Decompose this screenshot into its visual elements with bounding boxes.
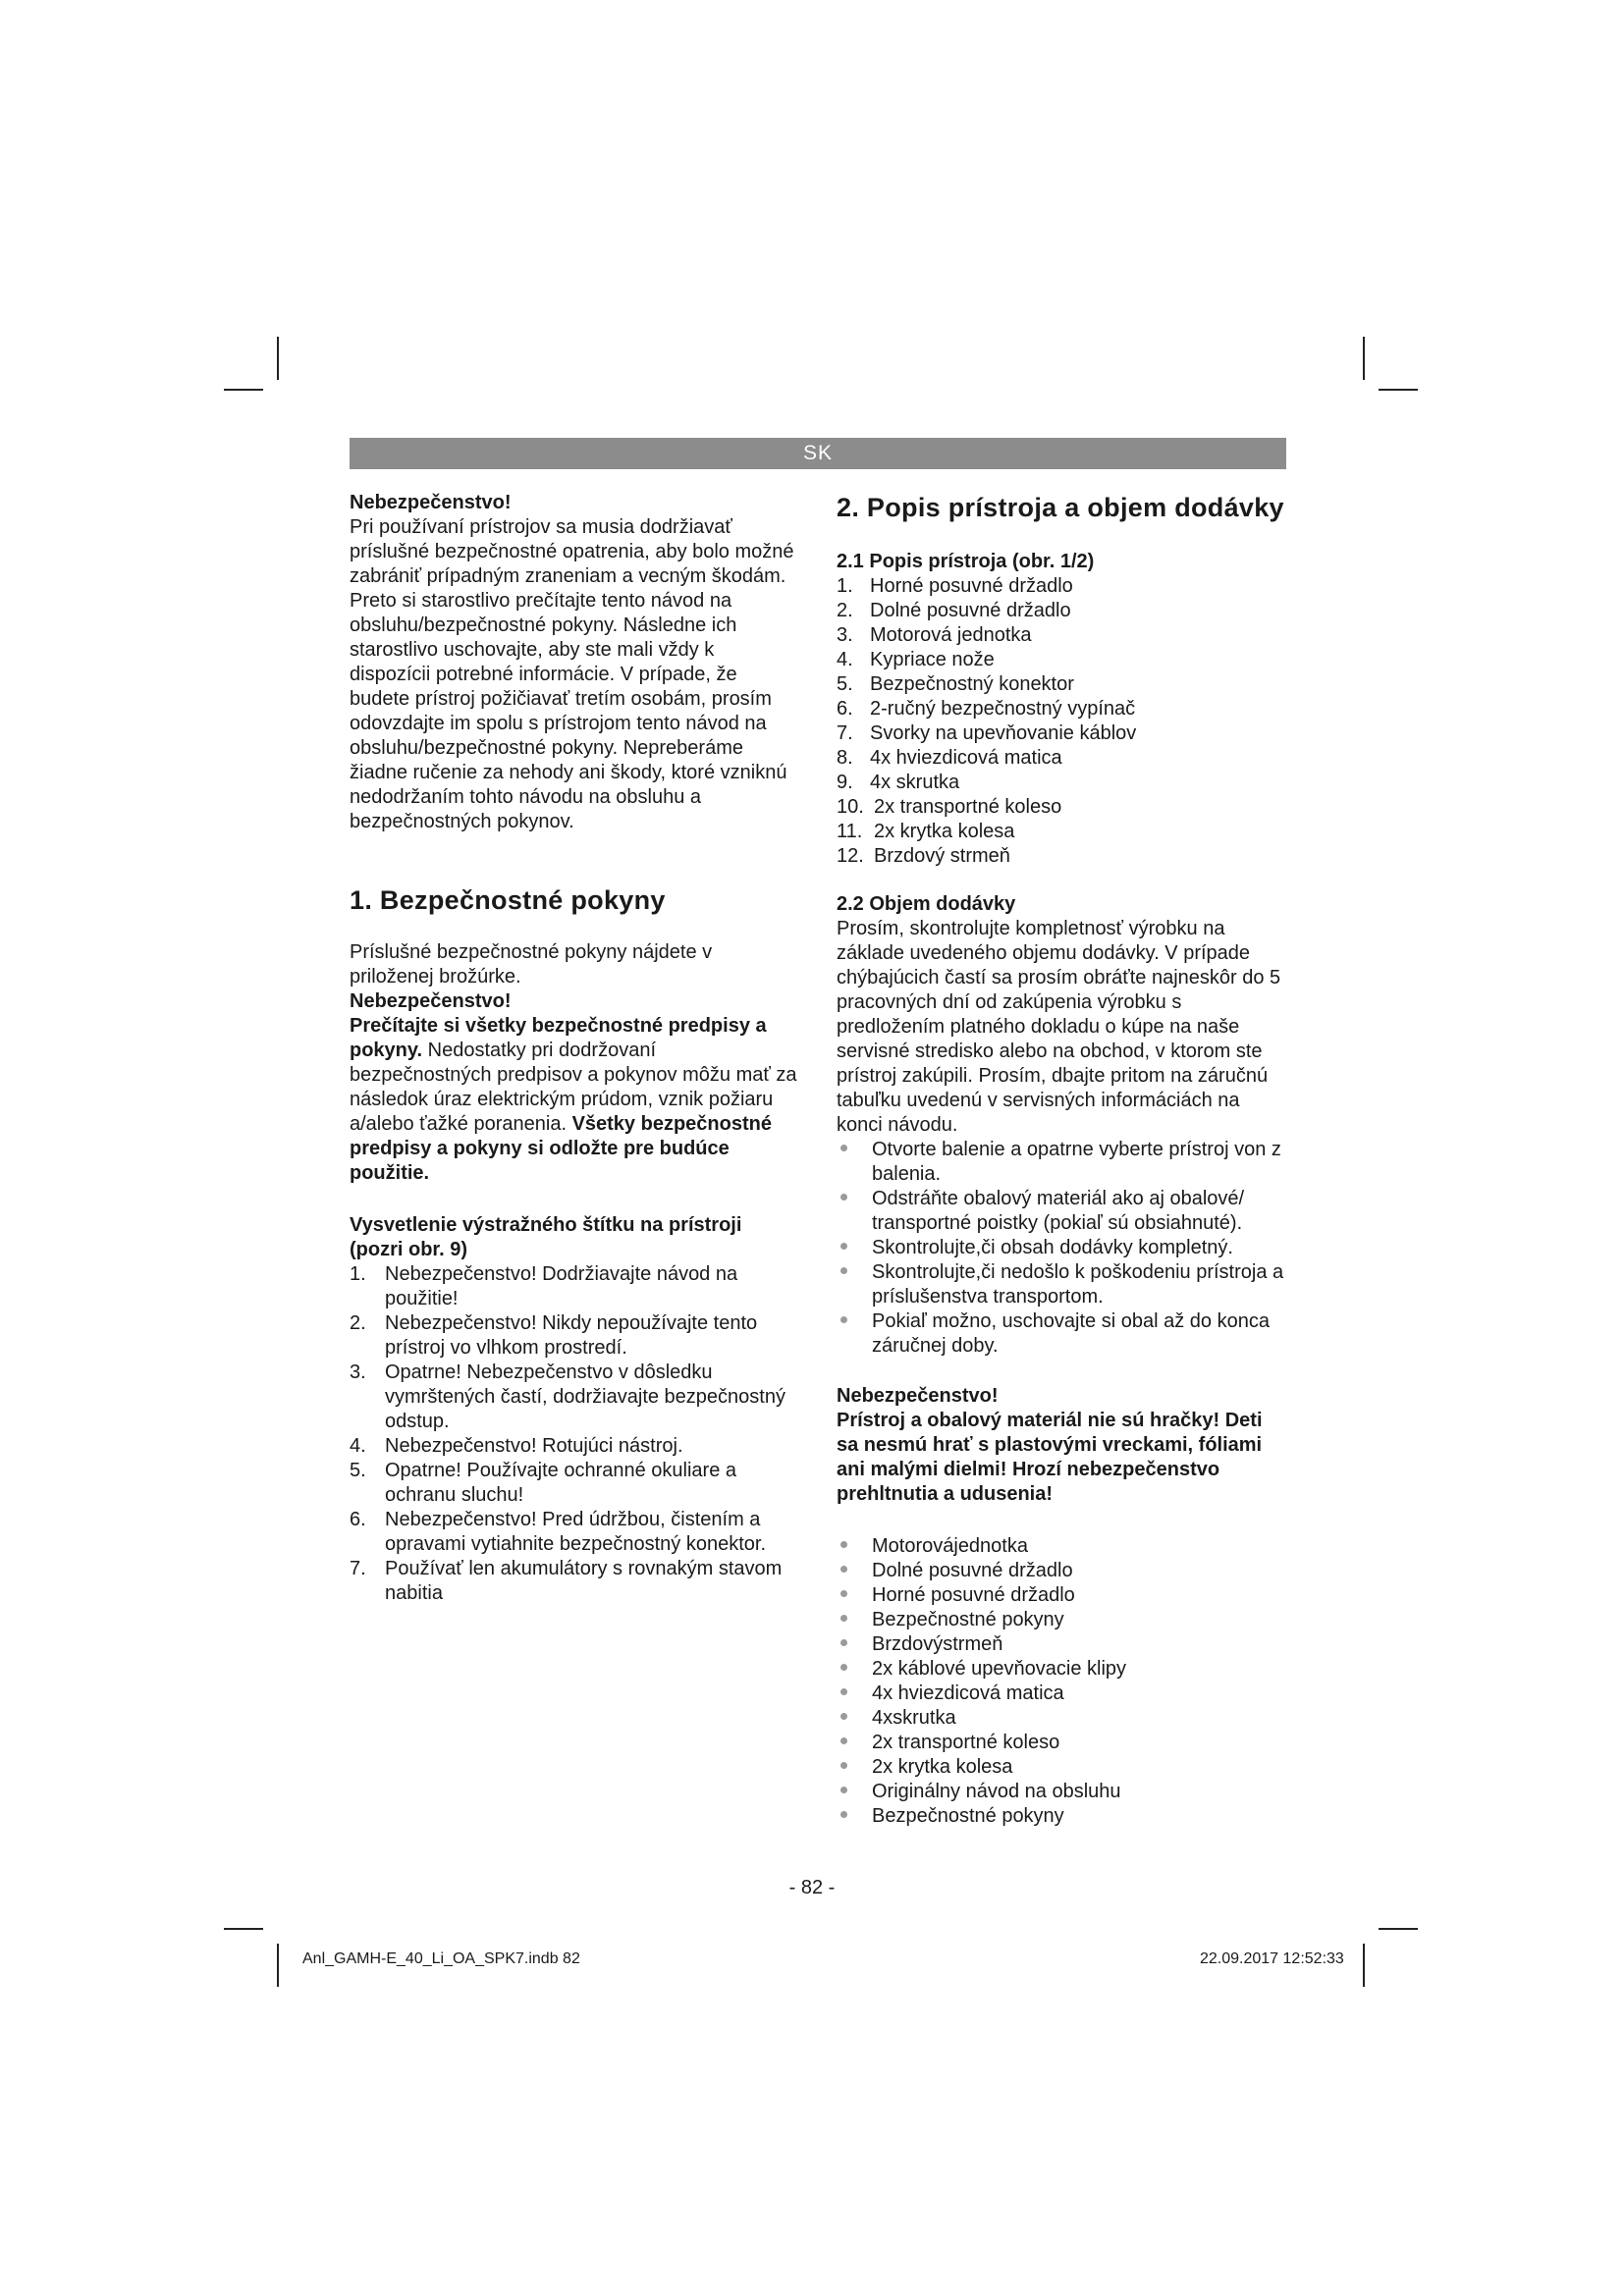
parts-list: [837, 574, 1288, 869]
list-item: 7. Používať len akumulátory s rovnakým stavom nabitia: [350, 1558, 783, 1604]
crop-mark: [1379, 389, 1418, 391]
list-item: 1. Horné posuvné držadlo: [837, 575, 1073, 597]
list-item: Odstráňte obalový materiál ako aj obalové/ transportné poistky (pokiaľ sú obsiahnuté).: [837, 1187, 1288, 1236]
section-1-paragraph: [350, 1014, 799, 1186]
bullet-icon: [837, 1682, 872, 1706]
list-item: 2. Dolné posuvné držadlo: [837, 600, 1071, 621]
crop-mark: [1363, 337, 1365, 380]
bullet-icon: [837, 1804, 872, 1829]
bullet-icon: [837, 1657, 872, 1682]
bullet-icon: [837, 1755, 872, 1780]
list-item: 2. Nebezpečenstvo! Nikdy nepoužívajte tento prístroj vo vlhkom prostredí.: [350, 1312, 758, 1359]
bullet-icon: [837, 1309, 872, 1359]
bullet-icon: [837, 1559, 872, 1583]
list-item: Skontrolujte,či obsah dodávky kompletný.: [837, 1236, 1288, 1260]
list-item: 4x hviezdicová matica: [837, 1682, 1288, 1706]
crop-mark: [224, 1928, 263, 1930]
list-item: Horné posuvné držadlo: [837, 1583, 1288, 1608]
list-item: 3. Opatrne! Nebezpečenstvo v dôsledku vymrštených častí, dodržiavajte bezpečnostný odstup.: [350, 1362, 785, 1432]
list-item: 7. Svorky na upevňovanie káblov: [837, 722, 1137, 744]
danger-paragraph: Pri používaní prístrojov sa musia dodržiavať príslušné bezpečnostné opatrenia, aby bolo možné zabrániť prípadným zraneniam a vecným škodám. Preto si starostlivo prečítajte tento návod na obsluhu/bezpečnostné pokyny. Následne ich starostlivo uschovajte, aby ste mali vždy k dispozícii potrebné informácie. V prípade, že budete prístroj požičiavať tretím osobám, prosím odovzdajte im spolu s prístrojom tento návod na obsluhu/bezpečnostné pokyny. Nepreberáme žiadne ručenie za nehody ani škody, ktoré vzniknú nedodržaním tohto návodu na obsluhu a bezpečnostných pokynov.: [350, 516, 794, 832]
list-item: Bezpečnostné pokyny: [837, 1804, 1288, 1829]
list-item: 3. Motorová jednotka: [837, 624, 1032, 646]
bullet-icon: [837, 1583, 872, 1608]
crop-mark: [1379, 1928, 1418, 1930]
crop-mark: [1363, 1944, 1365, 1987]
right-column: [837, 491, 1288, 1829]
language-header-bar: [350, 438, 1286, 469]
list-item: Skontrolujte,či nedošlo k poškodeniu prístroja a príslušenstva transportom.: [837, 1260, 1288, 1309]
list-item: 6. Nebezpečenstvo! Pred údržbou, čistením a opravami vytiahnite bezpečnostný konektor.: [350, 1509, 766, 1555]
section-1-bold-tail: Všetky bezpečnostné predpisy a pokyny si odložte pre budúce použitie.: [350, 1113, 772, 1184]
bullet-icon: [837, 1780, 872, 1804]
list-item: Originálny návod na obsluhu: [837, 1780, 1288, 1804]
list-item: Dolné posuvné držadlo: [837, 1559, 1288, 1583]
section-2-1-title: 2.1 Popis prístroja (obr. 1/2): [837, 551, 1095, 572]
warning-label-title: Vysvetlenie výstražného štítku na prístroji (pozri obr. 9): [350, 1214, 742, 1260]
list-item: Motorovájednotka: [837, 1534, 1288, 1559]
list-item: 2x káblové upevňovacie klipy: [837, 1657, 1288, 1682]
page-number: - 82 -: [788, 1877, 836, 1898]
bullet-icon: [837, 1138, 872, 1187]
delivery-contents-list: [837, 1534, 1288, 1829]
section-1-danger-heading: Nebezpečenstvo!: [350, 990, 512, 1012]
left-column: [350, 491, 799, 1606]
crop-mark: [277, 1944, 279, 1987]
bullet-icon: [837, 1706, 872, 1731]
bullet-icon: [837, 1534, 872, 1559]
list-item: 4xskrutka: [837, 1706, 1288, 1731]
list-item: 9. 4x skrutka: [837, 772, 960, 793]
list-item: Pokiaľ možno, uschovajte si obal až do konca záručnej doby.: [837, 1309, 1288, 1359]
section-2-2-paragraph: Prosím, skontrolujte kompletnosť výrobku na základe uvedeného objemu dodávky. V prípade chýbajúcich častí sa prosím obráťte najneskôr do 5 pracovných dní od zakúpenia výrobku s predložením platného dokladu o kúpe na naše servisné stredisko alebo na obchod, v ktorom ste prístroj zakúpili. Prosím, dbajte pritom na záručnú tabuľku uvedenú v servisných informáciách na konci návodu.: [837, 918, 1281, 1136]
footer-filename: Anl_GAMH-E_40_Li_OA_SPK7.indb 82: [302, 1950, 580, 1967]
list-item: 2x krytka kolesa: [837, 1755, 1288, 1780]
danger-heading: Nebezpečenstvo!: [837, 1385, 999, 1407]
bullet-icon: [837, 1187, 872, 1236]
section-1-intro: Príslušné bezpečnostné pokyny nájdete v priloženej brožúrke.: [350, 941, 713, 988]
list-item: 5. Opatrne! Používajte ochranné okuliare a ochranu sluchu!: [350, 1460, 736, 1506]
footer-timestamp: 22.09.2017 12:52:33: [1200, 1950, 1344, 1967]
list-item: 4. Nebezpečenstvo! Rotujúci nástroj.: [350, 1435, 683, 1457]
crop-mark: [277, 337, 279, 380]
section-1-bold-lead: Prečítajte si všetky bezpečnostné predpisy a pokyny.: [350, 1015, 767, 1061]
list-item: Bezpečnostné pokyny: [837, 1608, 1288, 1632]
bullet-icon: [837, 1236, 872, 1260]
section-1-text: Nedostatky pri dodržovaní bezpečnostných predpisov a pokynov môžu mať za následok úraz elektrickým prúdom, vznik požiaru a/alebo ťažké poranenia.: [350, 1040, 797, 1135]
list-item: 6. 2-ručný bezpečnostný vypínač: [837, 698, 1136, 720]
list-item: 2x transportné koleso: [837, 1731, 1288, 1755]
crop-mark: [224, 389, 263, 391]
section-2-2-title: 2.2 Objem dodávky: [837, 893, 1016, 915]
bullet-icon: [837, 1608, 872, 1632]
section-tag: SK: [802, 442, 833, 464]
list-item: 5. Bezpečnostný konektor: [837, 673, 1074, 695]
list-item: 11. 2x krytka kolesa: [837, 821, 1015, 842]
section-2-title: 2. Popis prístroja a objem dodávky: [837, 493, 1284, 522]
bullet-icon: [837, 1632, 872, 1657]
section-1-title: 1. Bezpečnostné pokyny: [350, 885, 666, 915]
list-item: 4. Kypriace nože: [837, 649, 995, 670]
list-item: Brzdovýstrmeň: [837, 1632, 1288, 1657]
danger-warning-text: Prístroj a obalový materiál nie sú hračky! Deti sa nesmú hrať s plastovými vreckami, fóliami ani malými dielmi! Hrozí nebezpečenstvo prehltnutia a udusenia!: [837, 1410, 1263, 1505]
list-item: 10. 2x transportné koleso: [837, 796, 1062, 818]
bullet-icon: [837, 1731, 872, 1755]
danger-heading: Nebezpečenstvo!: [350, 492, 512, 513]
list-item: Otvorte balenie a opatrne vyberte prístroj von z balenia.: [837, 1138, 1288, 1187]
list-item: 8. 4x hviezdicová matica: [837, 747, 1062, 769]
list-item: 1. Nebezpečenstvo! Dodržiavajte návod na použitie!: [350, 1263, 738, 1309]
warning-label-list: [350, 1262, 799, 1606]
bullet-icon: [837, 1260, 872, 1309]
unpacking-steps-list: [837, 1138, 1288, 1359]
list-item: 12. Brzdový strmeň: [837, 845, 1010, 867]
